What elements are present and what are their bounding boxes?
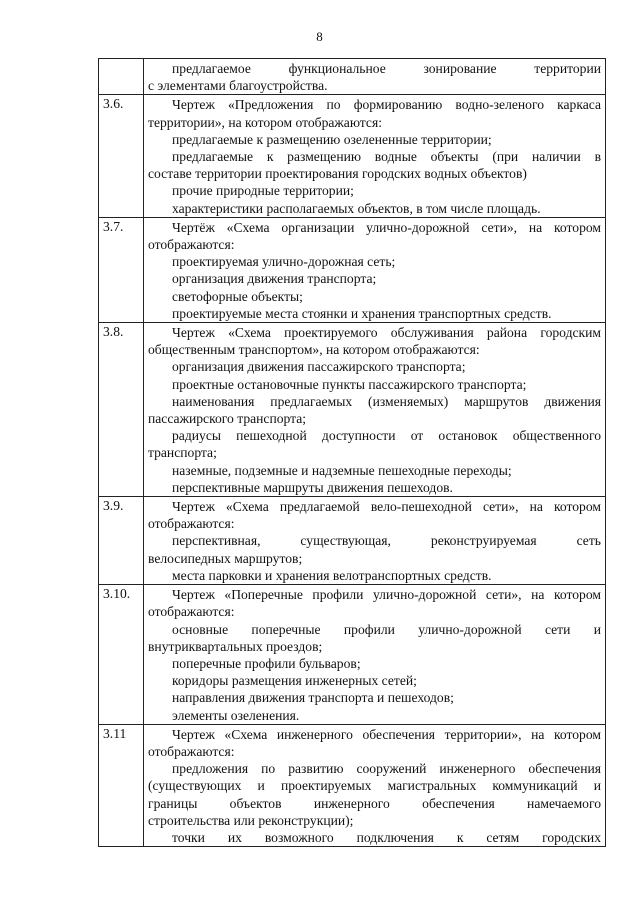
text-line: светофорные объекты; [172, 288, 303, 304]
text-line: радиусы пешеходной доступности от остановок общественного [172, 428, 601, 444]
table-row [99, 497, 606, 585]
text-line: предлагаемое функциональное зонирование территории [172, 61, 601, 76]
text-line: проектные остановочные пункты пассажирского транспорта; [172, 376, 527, 392]
text-line: Чертеж «Поперечные профили улично-дорожной сети», на котором [172, 587, 601, 603]
item-description [144, 323, 606, 497]
text-line: предложения по развитию сооружений инженерного обеспечения [172, 761, 601, 777]
text-line: Чертеж «Предложения по формированию водно-зеленого каркаса [172, 97, 601, 113]
text-line: прочие природные территории; [172, 183, 354, 199]
text-line: отображаются: [148, 604, 235, 620]
table-row [99, 217, 606, 322]
item-description [144, 59, 606, 95]
text-line: строительства или реконструкции); [148, 812, 354, 828]
text-line: отображаются: [148, 743, 235, 759]
text-line: основные поперечные профили улично-дорожной сети и [172, 621, 601, 637]
text-line: направления движения транспорта и пешеходов; [172, 690, 454, 706]
text-line: составе территории проектирования городских водных объектов) [148, 166, 527, 182]
item-number [99, 59, 144, 95]
text-line: коридоры размещения инженерных сетей; [172, 673, 417, 689]
text-line: транспорта; [148, 445, 217, 461]
text-line: Чертеж «Схема предлагаемой вело-пешеходной сети», на котором [172, 499, 601, 515]
text-line: Чертеж «Схема инженерного обеспечения территории», на котором [172, 726, 601, 742]
table-row [99, 59, 606, 95]
text-line: внутриквартальных проездов; [148, 638, 323, 654]
text-line: характеристики располагаемых объектов, в том числе площадь. [172, 200, 541, 216]
item-number: 3.6. [99, 95, 144, 217]
table-row [99, 585, 606, 725]
text-line: предлагаемые к размещению озелененные территории; [172, 131, 492, 147]
item-description [144, 217, 606, 322]
text-line: Чертеж «Схема проектируемого обслуживания района городским [172, 325, 601, 341]
requirements-table [98, 58, 606, 847]
text-line: точки их возможного подключения к сетям городских [172, 829, 601, 845]
text-line: поперечные профили бульваров; [172, 655, 361, 671]
text-line: общественным транспортом», на котором отображаются: [148, 342, 480, 358]
table-row [99, 724, 606, 846]
text-line: элементы озеленения. [172, 707, 300, 723]
text-line: границы объектов инженерного обеспечения намечаемого [148, 795, 601, 811]
item-description [144, 724, 606, 846]
text-line: места парковки и хранения велотранспортных средств. [172, 567, 492, 583]
text-line: проектируемая улично-дорожная сеть; [172, 254, 396, 270]
text-line: пассажирского транспорта; [148, 411, 307, 427]
text-line: отображаются: [148, 237, 235, 253]
text-line: организация движения пассажирского транспорта; [172, 359, 466, 375]
item-description [144, 585, 606, 725]
text-line: предлагаемые к размещению водные объекты (при наличии в [172, 149, 601, 165]
table-row [99, 95, 606, 217]
text-line: территории», на котором отображаются: [148, 114, 382, 130]
item-description [144, 95, 606, 217]
text-line: организация движения транспорта; [172, 271, 377, 287]
page-number: 8 [316, 29, 323, 44]
item-number: 3.11 [99, 724, 144, 846]
text-line: наименования предлагаемых (изменяемых) маршрутов движения [172, 393, 601, 409]
item-number: 3.7. [99, 217, 144, 322]
text-line: перспективные маршруты движения пешеходов. [172, 479, 453, 495]
text-line: перспективная, существующая, реконструируемая сеть [172, 533, 601, 549]
table-row [99, 323, 606, 497]
text-line: Чертёж «Схема организации улично-дорожной сети», на котором [172, 219, 601, 235]
text-line: наземные, подземные и надземные пешеходные переходы; [172, 462, 512, 478]
item-number: 3.8. [99, 323, 144, 497]
item-number: 3.9. [99, 497, 144, 585]
text-line: отображаются: [148, 516, 235, 532]
text-line: (существующих и проектируемых магистральных коммуникаций и [148, 778, 601, 794]
text-line: проектируемые места стоянки и хранения транспортных средств. [172, 305, 552, 321]
item-description [144, 497, 606, 585]
item-number: 3.10. [99, 585, 144, 725]
text-line: с элементами благоустройства. [148, 78, 328, 94]
text-line: велосипедных маршрутов; [148, 550, 303, 566]
